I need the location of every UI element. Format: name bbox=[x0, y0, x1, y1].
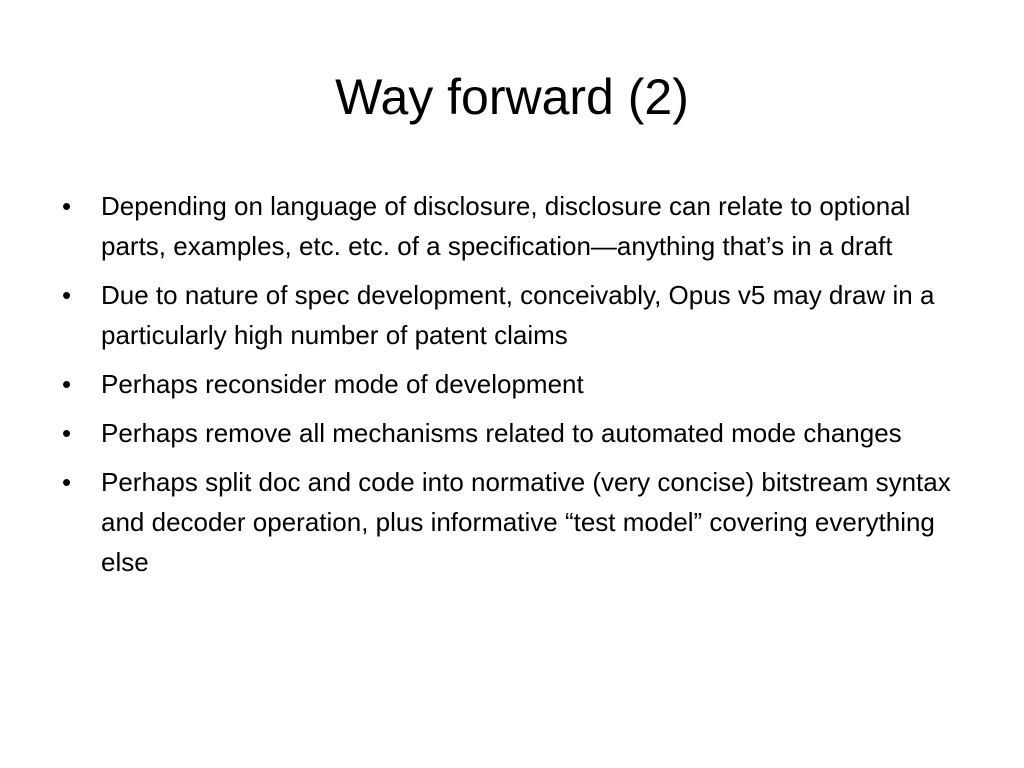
bullet-dot-icon: • bbox=[62, 191, 72, 221]
bullet-dot-icon: • bbox=[62, 280, 72, 310]
bullet-dot-icon: • bbox=[62, 369, 72, 399]
bullet-list bbox=[58, 186, 978, 591]
bullet-item bbox=[58, 275, 978, 355]
bullet-text: Perhaps remove all mechanisms related to automated mode changes bbox=[101, 418, 902, 448]
bullet-dot-icon: • bbox=[62, 418, 72, 448]
bullet-item bbox=[58, 413, 978, 453]
bullet-item bbox=[58, 364, 978, 404]
bullet-item bbox=[58, 462, 978, 582]
bullet-item bbox=[58, 186, 978, 266]
bullet-text: Perhaps reconsider mode of development bbox=[101, 369, 584, 399]
slide-title: Way forward (2) bbox=[335, 69, 689, 125]
bullet-dot-icon: • bbox=[62, 467, 72, 497]
bullet-text: Perhaps split doc and code into normative (very concise) bitstream syntax and decoder operation, plus informative “test model” covering everything else bbox=[101, 467, 951, 577]
bullet-text: Depending on language of disclosure, disclosure can relate to optional parts, examples, etc. etc. of a specification—anything that’s in a draft bbox=[101, 191, 911, 261]
bullet-text: Due to nature of spec development, conceivably, Opus v5 may draw in a particularly high number of patent claims bbox=[101, 280, 935, 350]
